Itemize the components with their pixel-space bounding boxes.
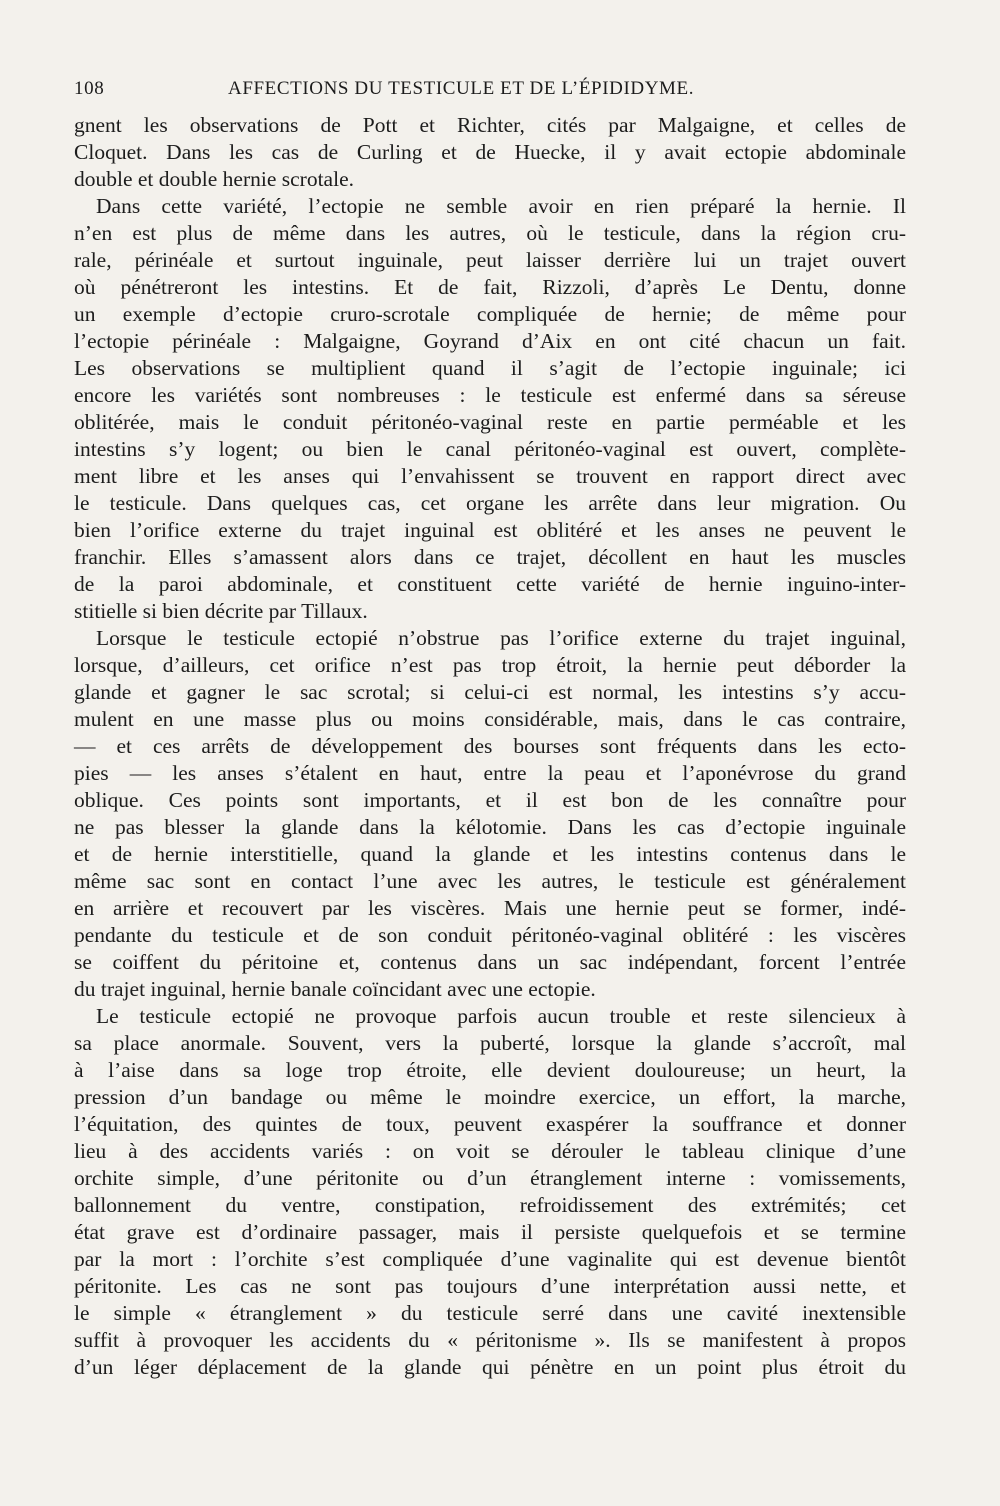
text-line: pendante du testicule et de son conduit péritonéo-vaginal oblitéré : les viscères <box>74 923 906 947</box>
text-line: intestins s’y logent; ou bien le canal péritonéo-vaginal est ouvert, complète- <box>74 437 906 461</box>
text-line: même sac sont en contact l’une avec les autres, le testicule est généralement <box>74 869 906 893</box>
running-header <box>74 78 906 104</box>
text-line: rale, périnéale et surtout inguinale, peut laisser derrière lui un trajet ouvert <box>74 248 906 272</box>
text-line: n’en est plus de même dans les autres, où le testicule, dans la région cru- <box>74 221 906 245</box>
page-number: 108 <box>74 78 105 99</box>
text-line: stitielle si bien décrite par Tillaux. <box>74 599 368 623</box>
text-line: oblitérée, mais le conduit péritonéo-vaginal reste en partie perméable et les <box>74 410 906 434</box>
text-line: ne pas blesser la glande dans la kélotomie. Dans les cas d’ectopie inguinale <box>74 815 906 839</box>
text-line: lieu à des accidents variés : on voit se dérouler le tableau clinique d’une <box>74 1139 906 1163</box>
text-line: Les observations se multiplient quand il s’agit de l’ectopie inguinale; ici <box>74 356 906 380</box>
text-line: franchir. Elles s’amassent alors dans ce trajet, décollent en haut les muscles <box>74 545 906 569</box>
text-line: de la paroi abdominale, et constituent cette variété de hernie inguino-inter- <box>74 572 906 596</box>
text-line: suffit à provoquer les accidents du « péritonisme ». Ils se manifestent à propos <box>74 1328 906 1352</box>
text-line: Cloquet. Dans les cas de Curling et de Huecke, il y avait ectopie abdominale <box>74 140 906 164</box>
paragraph-4 <box>74 1003 906 1381</box>
text-line: mulent en une masse plus ou moins considérable, mais, dans le cas contraire, <box>74 707 906 731</box>
text-line: bien l’orifice externe du trajet inguinal est oblitéré et les anses ne peuvent le <box>74 518 906 542</box>
text-line: Le testicule ectopié ne provoque parfois aucun trouble et reste silencieux à <box>96 1004 906 1028</box>
text-line: oblique. Ces points sont importants, et il est bon de les connaître pour <box>74 788 906 812</box>
text-line: ment libre et les anses qui l’envahissent se trouvent en rapport direct avec <box>74 464 906 488</box>
paragraph-2 <box>74 193 906 625</box>
text-line: et de hernie interstitielle, quand la glande et les intestins contenus dans le <box>74 842 906 866</box>
text-line: le testicule. Dans quelques cas, cet organe les arrête dans leur migration. Ou <box>74 491 906 515</box>
text-line: sa place anormale. Souvent, vers la puberté, lorsque la glande s’accroît, mal <box>74 1031 906 1055</box>
text-line: gnent les observations de Pott et Richter, cités par Malgaigne, et celles de <box>74 113 906 137</box>
page-body <box>74 112 906 1381</box>
text-line: Lorsque le testicule ectopié n’obstrue pas l’orifice externe du trajet inguinal, <box>96 626 906 650</box>
text-line: où pénétreront les intestins. Et de fait, Rizzoli, d’après Le Dentu, donne <box>74 275 906 299</box>
text-line: péritonite. Les cas ne sont pas toujours d’une interprétation aussi nette, et <box>74 1274 906 1298</box>
text-line: double et double hernie scrotale. <box>74 167 354 191</box>
text-line: orchite simple, d’une péritonite ou d’un étranglement interne : vomissements, <box>74 1166 906 1190</box>
running-title: AFFECTIONS DU TESTICULE ET DE L’ÉPIDIDYME. <box>228 78 695 99</box>
text-line: état grave est d’ordinaire passager, mais il persiste quelquefois et se termine <box>74 1220 906 1244</box>
text-line: d’un léger déplacement de la glande qui pénètre en un point plus étroit du <box>74 1355 906 1379</box>
text-line: en arrière et recouvert par les viscères. Mais une hernie peut se former, indé- <box>74 896 906 920</box>
text-line: encore les variétés sont nombreuses : le testicule est enfermé dans sa séreuse <box>74 383 906 407</box>
text-line: lorsque, d’ailleurs, cet orifice n’est pas trop étroit, la hernie peut déborder la <box>74 653 906 677</box>
text-line: un exemple d’ectopie cruro-scrotale compliquée de hernie; de même pour <box>74 302 906 326</box>
text-line: l’équitation, des quintes de toux, peuvent exaspérer la souffrance et donner <box>74 1112 906 1136</box>
text-line: pies — les anses s’étalent en haut, entre la peau et l’aponévrose du grand <box>74 761 906 785</box>
text-line: à l’aise dans sa loge trop étroite, elle devient douloureuse; un heurt, la <box>74 1058 906 1082</box>
text-line: le simple « étranglement » du testicule serré dans une cavité inextensible <box>74 1301 906 1325</box>
text-line: l’ectopie périnéale : Malgaigne, Goyrand d’Aix en ont cité chacun un fait. <box>74 329 906 353</box>
text-line: par la mort : l’orchite s’est compliquée d’une vaginalite qui est devenue bientôt <box>74 1247 906 1271</box>
text-line: — et ces arrêts de développement des bourses sont fréquents dans les ecto- <box>74 734 906 758</box>
text-line: ballonnement du ventre, constipation, refroidissement des extrémités; cet <box>74 1193 906 1217</box>
text-line: se coiffent du péritoine et, contenus dans un sac indépendant, forcent l’entrée <box>74 950 906 974</box>
paragraph-1 <box>74 112 906 193</box>
text-line: du trajet inguinal, hernie banale coïncidant avec une ectopie. <box>74 977 596 1001</box>
text-line: glande et gagner le sac scrotal; si celui-ci est normal, les intestins s’y accu- <box>74 680 906 704</box>
paragraph-3 <box>74 625 906 1003</box>
text-line: pression d’un bandage ou même le moindre exercice, un effort, la marche, <box>74 1085 906 1109</box>
text-line: Dans cette variété, l’ectopie ne semble avoir en rien préparé la hernie. Il <box>96 194 906 218</box>
